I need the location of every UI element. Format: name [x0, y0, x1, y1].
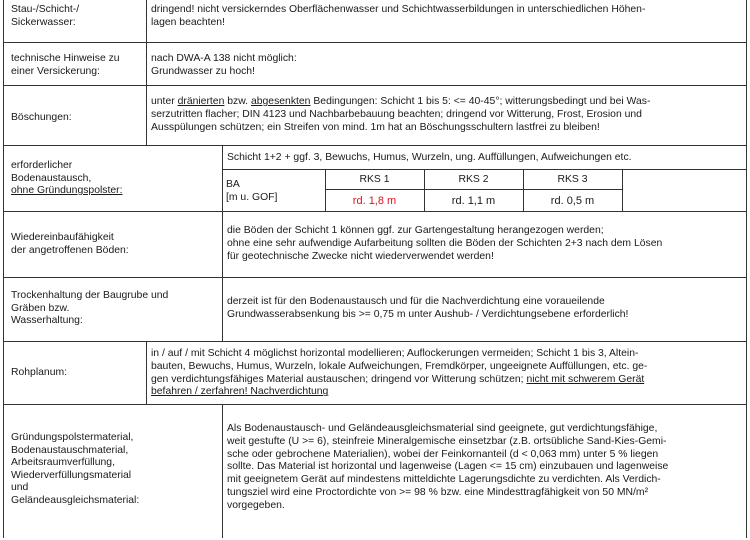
rks1-header: RKS 1 — [359, 174, 390, 185]
row-text: dringend! nicht versickerndes Oberflächenwasser und Schichtwasserbildungen in unterschiedlichen Höhen- lagen beachten! — [151, 4, 646, 28]
row-boeschungen — [3, 86, 747, 146]
row-label: technische Hinweise zu einer Versickerung: — [11, 53, 120, 77]
rks2-header: RKS 2 — [458, 174, 489, 185]
rks1-value: rd. 1,8 m — [352, 195, 397, 207]
row-label: erforderlicher Bodenaustausch, ohne Gründungspolster: — [11, 160, 123, 197]
row-label: Böschungen: — [11, 112, 72, 123]
ba-label: BA [m u. GOF] — [226, 179, 278, 203]
row-text: unter dränierten bzw. abgesenkten Bedingungen: Schicht 1 bis 5: <= 40-45°; witterungsbedingt und bei Was- serzutritten flacher; DIN 4123 und Nachbarbebauung beachten; dringend vor Witterung, Frost, Erosion und Ausspülungen schützen; ein Streifen von mind. 1m hat an Böschungsschultern lastfrei zu bleiben! — [151, 96, 651, 133]
row-bodenaustausch — [3, 146, 747, 212]
rks3-header: RKS 3 — [557, 174, 588, 185]
rks3-value: rd. 0,5 m — [550, 195, 595, 207]
row-label: Gründungspolstermaterial, Bodenaustauschmaterial, Arbeitsraumverfüllung, Wiederverfüllungsmaterial und Geländeausgleichsmaterial: — [11, 432, 140, 506]
row-text: Als Bodenaustausch- und Geländeausgleichsmaterial sind geeignete, gut verdichtungsfähige, weit gestufte (U >= 6), steinfreie Mineralgemische einsetzbar (z.B. ortsübliche Sand-Kies-Gemi- sche oder gebrochene Materialien), wobei der Feinkornanteil (d < 0,063 mm) unter 5 % liegen sollte. Das Material ist horizontal und lagenweise (Lagen <= 15 cm) einzubauen und lagenweise mit geeignetem Gerät auf mindestens mitteldichte Lagerungsdichte zu verdichten. Als Verdich- tungsziel wird eine Proctordichte von >= 98 % bzw. eine Mindesttragfähigkeit von 50 MN/m² vorgegeben. — [227, 423, 669, 511]
row-text: derzeit ist für den Bodenaustausch und für die Nachverdichtung eine voraueilende Grundwasserabsenkung bis >= 0,75 m unter Aushub- / Verdichtungsebene erforderlich! — [227, 296, 629, 320]
rks2-value: rd. 1,1 m — [451, 195, 496, 207]
row-label: Stau-/Schicht-/ Sickerwasser: — [11, 4, 80, 28]
row-label: Rohplanum: — [11, 367, 68, 378]
row-text: in / auf / mit Schicht 4 möglichst horizontal modellieren; Auflockerungen vermeiden; Schicht 1 bis 3, Altein- bauten, Bewuchs, Humus, Wurzeln, lokale Aufweichungen, Fremdkörper, ungeeignete Auffüllungen, etc. ge- gen verdichtungsfähiges Material austauschen; dringend vor Witterung schützen; nicht mit schwerem Gerät befahren / zerfahren! Nachverdichtung — [151, 348, 648, 398]
row-versickerung — [3, 43, 747, 86]
row-material — [3, 405, 747, 538]
row-text: die Böden der Schicht 1 können ggf. zur Gartengestaltung herangezogen werden; ohne eine sehr aufwendige Aufarbeitung sollten die Böden der Schichten 2+3 nach dem Lösen für geotechnische Zwecke nicht wiederverwendet werden! — [227, 225, 663, 262]
row-label: Wiedereinbaufähigkeit der angetroffenen Böden: — [11, 232, 129, 256]
row-stau — [3, 0, 747, 43]
row-label: Trockenhaltung der Baugrube und Gräben bzw. Wasserhaltung: — [11, 290, 169, 327]
row-rohplanum — [3, 342, 747, 405]
row-wiedereinbau — [3, 212, 747, 278]
bodenaustausch-top: Schicht 1+2 + ggf. 3, Bewuchs, Humus, Wurzeln, ung. Auffüllungen, Aufweichungen etc. — [227, 152, 632, 163]
row-trockenhaltung — [3, 278, 747, 342]
row-text: nach DWA-A 138 nicht möglich: Grundwasser zu hoch! — [151, 53, 297, 77]
